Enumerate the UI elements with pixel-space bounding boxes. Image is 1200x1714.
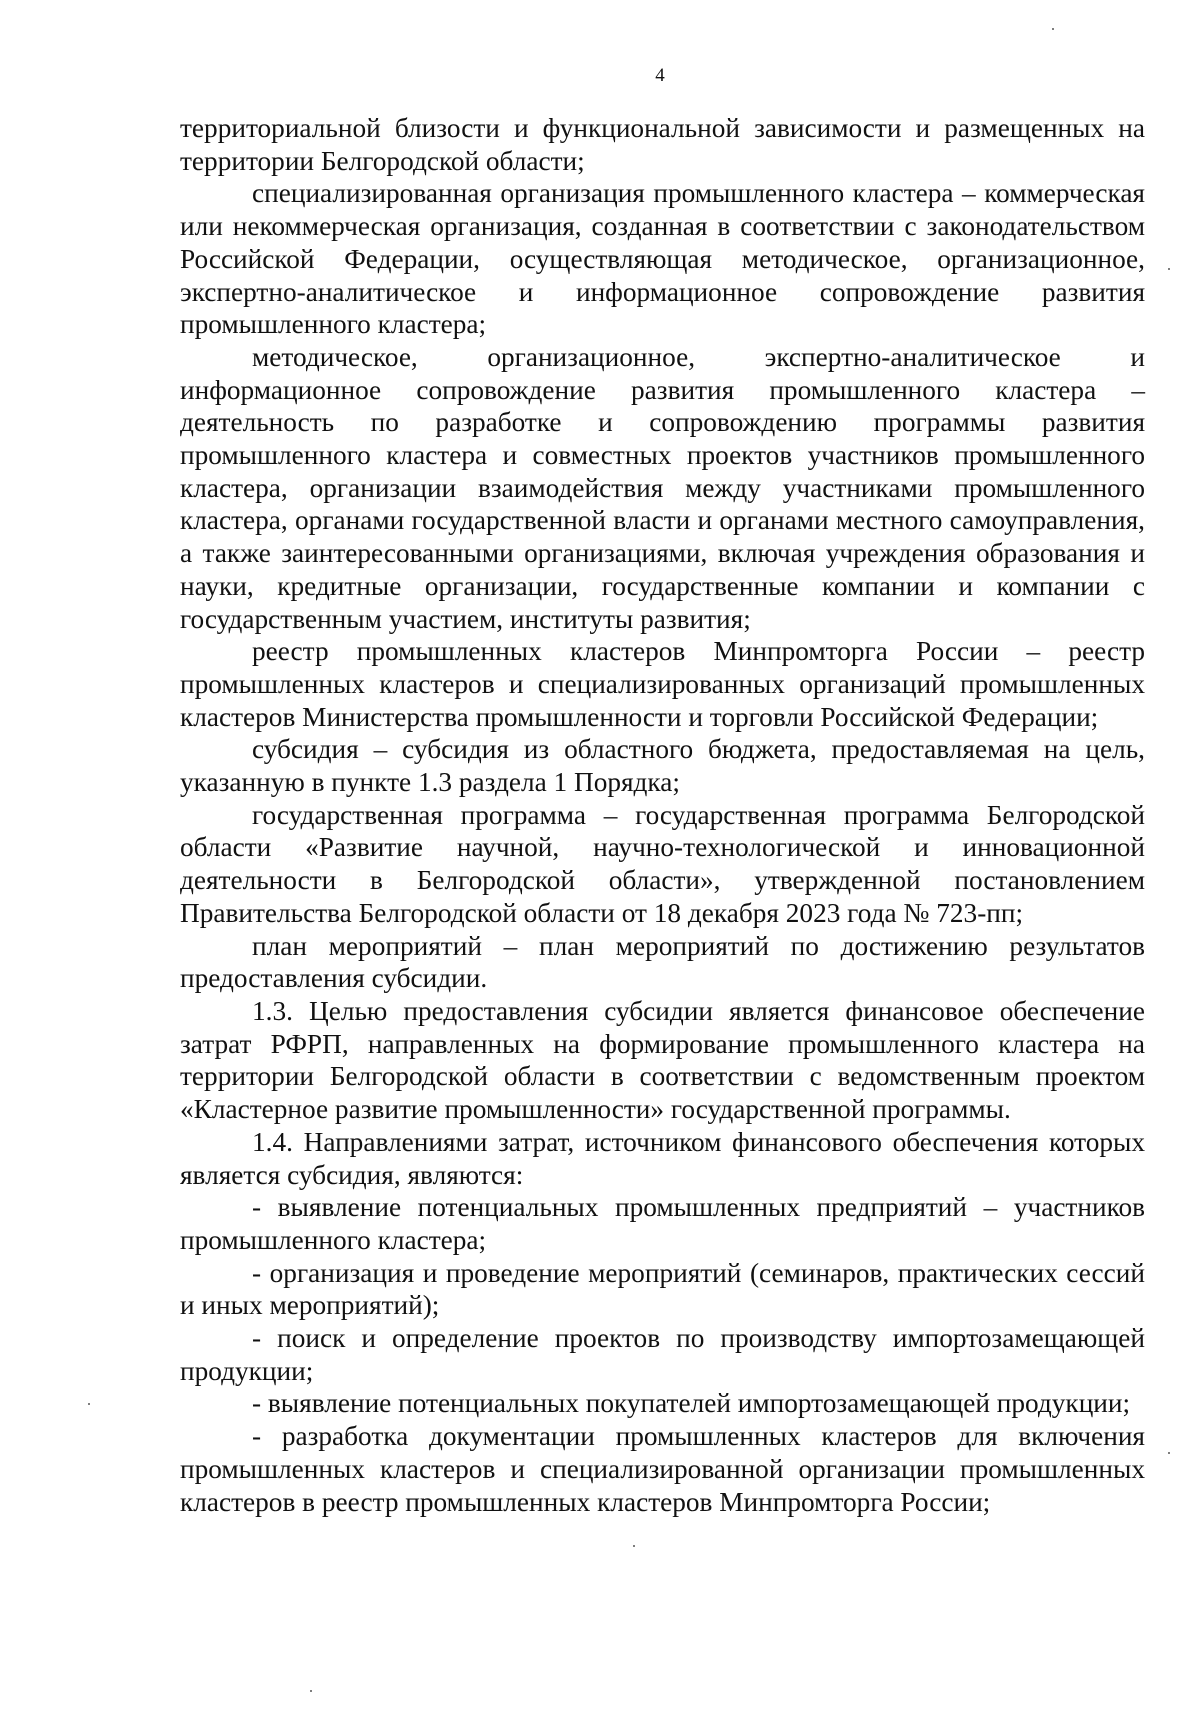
list-item: - выявление потенциальных покупателей импортозамещающей продукции; xyxy=(252,1388,1131,1419)
list-item: - поиск и определение проектов по производству импортозамещающей продукции; xyxy=(180,1323,1145,1386)
scan-speck xyxy=(1168,268,1170,270)
paragraph: территориальной близости и функциональной зависимости и размещенных на территории Белгородской области; xyxy=(180,113,1145,176)
paragraph: специализированная организация промышленного кластера – коммерческая или некоммерческая организация, созданная в соответствии с законодательством Российской Федерации, осуществляющая методическое, организационное, экспертно-аналитическое и информационное сопровождение развития промышленного кластера; xyxy=(180,178,1145,340)
paragraph: субсидия – субсидия из областного бюджета, предоставляемая на цель, указанную в пункте 1.3 раздела 1 Порядка; xyxy=(180,734,1145,798)
scan-speck xyxy=(310,1690,312,1692)
paragraph-section-1-3: 1.3. Целью предоставления субсидии является финансовое обеспечение затрат РФРП, направленных на формирование промышленного кластера на территории Белгородской области в соответствии с ведомственным проектом «Кластерное развитие промышленности» государственной программы. xyxy=(180,995,1145,1125)
list-item: - организация и проведение мероприятий (семинаров, практических сессий и иных мероприятий); xyxy=(180,1257,1145,1321)
paragraph: государственная программа – государственная программа Белгородской области «Развитие научной, научно-технологической и инновационной деятельности в Белгородской области», утвержденной постановлением Правительства Белгородской области от 18 декабря 2023 года № 723-пп; xyxy=(180,799,1145,928)
paragraph: план мероприятий – план мероприятий по достижению результатов предоставления субсидии. xyxy=(180,930,1145,994)
list-item: - выявление потенциальных промышленных предприятий – участников промышленного кластера; xyxy=(180,1192,1145,1255)
scan-speck xyxy=(1168,1452,1170,1454)
page-number: 4 xyxy=(655,65,665,86)
paragraph: методическое, организационное, экспертно-аналитическое и информационное сопровождение развития промышленного кластера – деятельность по разработке и сопровождению программы развития промышленного кластера и совместных проектов участников промышленного кластера, организации взаимодействия между участниками промышленного кластера, органами государственной власти и органами местного самоуправления, а также заинтересованными организациями, включая учреждения образования и науки, кредитные организации, государственные компании и компании с государственным участием, институты развития; xyxy=(180,341,1145,634)
scan-speck xyxy=(1052,28,1054,30)
list-item: - разработка документации промышленных кластеров для включения промышленных кластеров и специализированной организации промышленных кластеров в реестр промышленных кластеров Минпромторга России; xyxy=(180,1421,1145,1517)
scan-speck xyxy=(633,1545,635,1547)
paragraph-section-1-4: 1.4. Направлениями затрат, источником финансового обеспечения которых является субсидия, являются: xyxy=(180,1126,1145,1190)
document-body xyxy=(180,112,1145,1518)
scan-speck xyxy=(88,1403,90,1405)
paragraph: реестр промышленных кластеров Минпромторга России – реестр промышленных кластеров и специализированных организаций промышленных кластеров Министерства промышленности и торговли Российской Федерации; xyxy=(180,636,1145,732)
